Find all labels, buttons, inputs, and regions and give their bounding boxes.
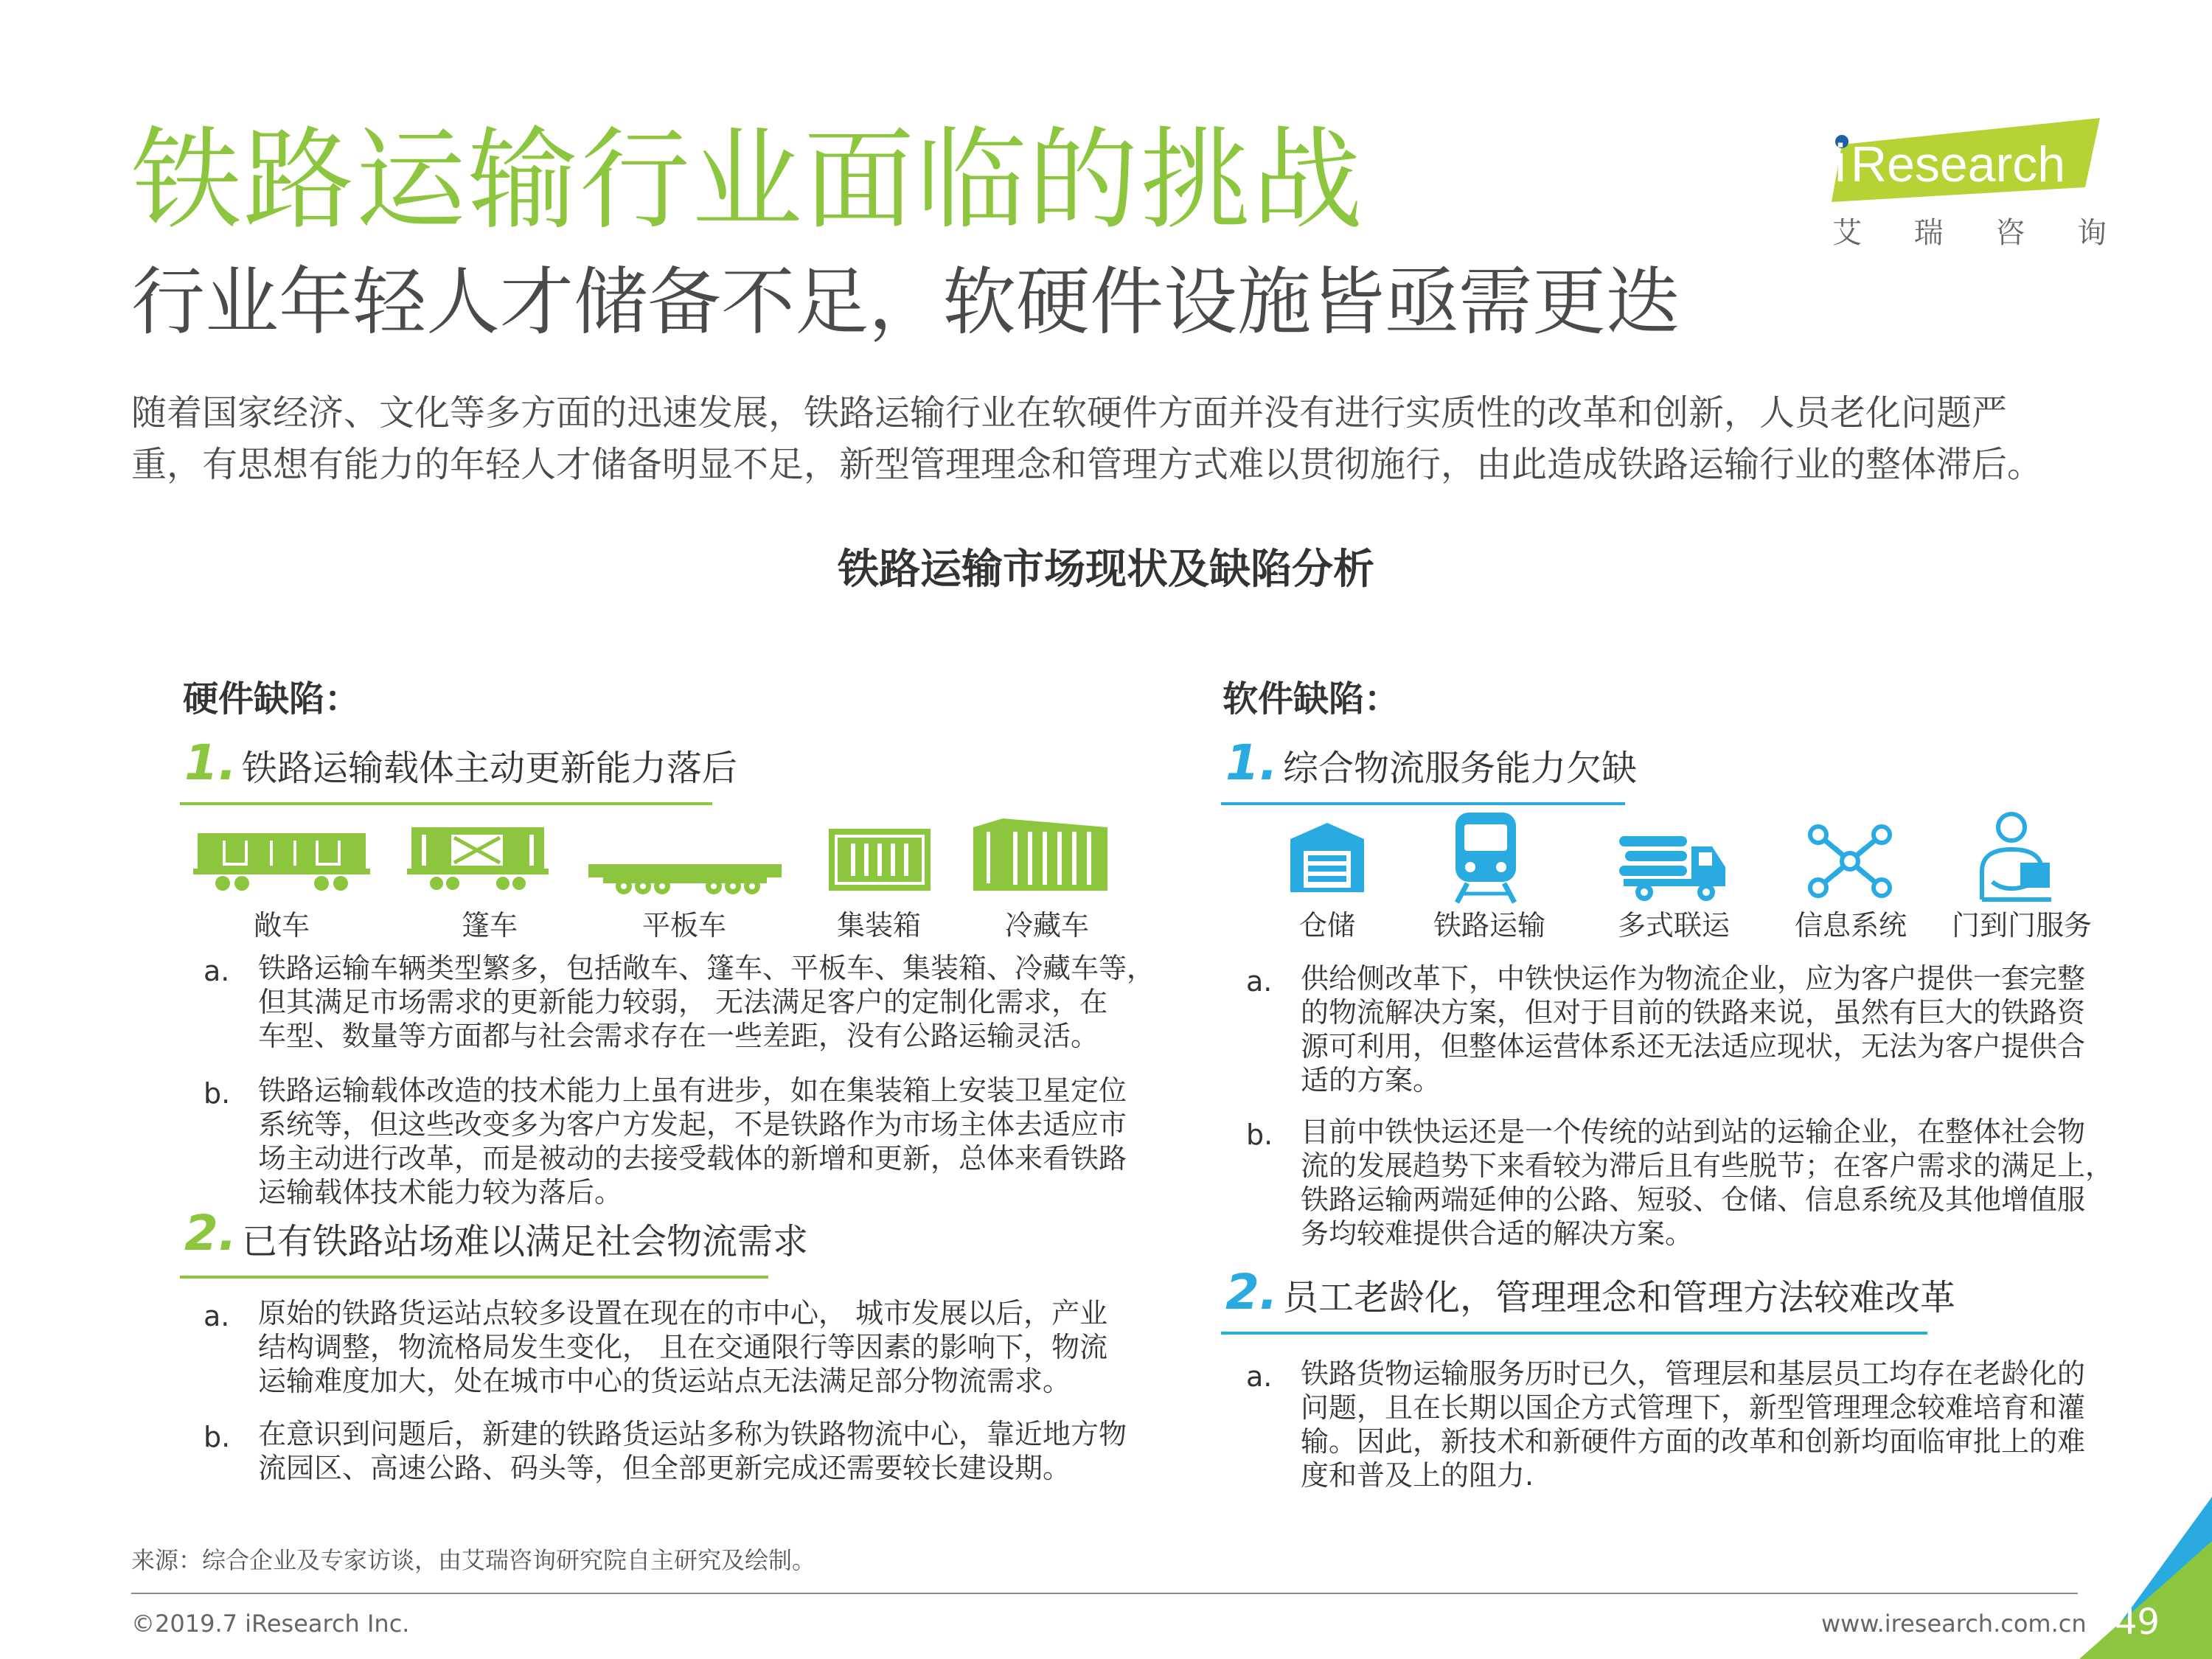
bullet-letter: a.	[1246, 1360, 1273, 1393]
train-icon	[1451, 813, 1520, 904]
logo-char: 咨	[1995, 216, 2025, 250]
covered-wagon-icon	[407, 824, 549, 892]
logo-char: 艾	[1832, 216, 1862, 250]
refrigerated-car-icon	[973, 817, 1107, 891]
website-link[interactable]: www.iresearch.com.cn	[1821, 1610, 2087, 1638]
hardware-item2-number: 2.	[184, 1205, 237, 1262]
bullet-text	[258, 1417, 1172, 1485]
bullet-letter: a.	[204, 955, 230, 987]
bullet-text	[258, 951, 1172, 1053]
bullet-letter: a.	[204, 1300, 230, 1332]
bullet-line: 源可利用，但整体运营体系还无法适应现状，无法为客户提供合	[1301, 1030, 2086, 1062]
icon-label: 集装箱	[836, 909, 921, 942]
logo-chinese	[1832, 218, 2107, 248]
hardware-item2-underline	[180, 1276, 768, 1279]
network-icon	[1806, 824, 1893, 898]
warehouse-icon	[1290, 823, 1364, 892]
bullet-line: 问题，且在长期以国企方式管理下，新型管理理念较难培育和灌	[1301, 1391, 2086, 1424]
icon-label: 敞车	[253, 909, 310, 942]
bullet-line: 但其满足市场需求的更新能力较弱， 无法满足客户的定制化需求，在	[258, 986, 1108, 1018]
bullet-line: 度和普及上的阻力.	[1301, 1459, 1534, 1492]
icon-label: 信息系统	[1794, 909, 1907, 942]
hardware-item1-underline	[180, 802, 712, 805]
bullet-text	[1301, 961, 2171, 1097]
section-title: 铁路运输市场现状及缺陷分析	[838, 546, 1374, 594]
icon-label: 多式联运	[1617, 909, 1730, 942]
hardware-item2-title: 已有铁路站场难以满足社会物流需求	[242, 1221, 809, 1262]
intro-text-line-1: 随着国家经济、文化等多方面的迅速发展，铁路运输行业在软硬件方面并没有进行实质性的改革和创新，人员老化问题严	[131, 392, 2008, 434]
bullet-line: 目前中铁快运还是一个传统的站到站的运输企业，在整体社会物	[1301, 1116, 2086, 1148]
copyright: ©2019.7 iResearch Inc.	[131, 1610, 410, 1638]
bullet-text	[258, 1074, 1172, 1209]
bullet-letter: b.	[1246, 1119, 1273, 1151]
iresearch-logo	[1827, 116, 2100, 205]
hardware-item1-title: 铁路运输载体主动更新能力落后	[242, 748, 738, 789]
bullet-text	[1301, 1357, 2171, 1492]
bullet-line: 原始的铁路货运站点较多设置在现在的市中心， 城市发展以后，产业	[258, 1297, 1108, 1329]
bullet-line: 供给侧改革下，中铁快运作为物流企业，应为客户提供一套完整	[1301, 962, 2086, 995]
bullet-letter: b.	[204, 1077, 231, 1110]
bullet-line: 在意识到问题后，新建的铁路货运站多称为铁路物流中心，靠近地方物	[258, 1418, 1127, 1450]
bullet-line: 运输载体技术能力较为落后。	[258, 1176, 623, 1208]
bullet-line: 铁路运输车辆类型繁多，包括敞车、篷车、平板车、集装箱、冷藏车等，	[258, 952, 1155, 984]
software-item1-underline	[1221, 802, 1625, 805]
intro-text-line-2: 重，有思想有能力的年轻人才储备明显不足，新型管理理念和管理方式难以贯彻施行，由此造成铁路运输行业的整体滞后。	[131, 444, 2043, 485]
bullet-letter: b.	[204, 1421, 231, 1453]
logo-char: 询	[2076, 216, 2107, 250]
software-item2-underline	[1221, 1332, 1927, 1335]
bullet-line: 运输难度加大，处在城市中心的货运站点无法满足部分物流需求。	[258, 1365, 1071, 1397]
software-item1-number: 1.	[1225, 734, 1278, 791]
page-number: 49	[2115, 1601, 2160, 1643]
delivery-person-icon	[1978, 811, 2057, 902]
bullet-line: 铁路运输两端延伸的公路、短驳、仓储、信息系统及其他增值服	[1301, 1183, 2086, 1216]
logo-char: 瑞	[1913, 216, 1944, 250]
bullet-letter: a.	[1246, 965, 1273, 998]
flatcar-icon	[588, 855, 782, 898]
page-title: 铁路运输行业面临的挑战	[131, 116, 1365, 245]
source-note: 来源：综合企业及专家访谈，由艾瑞咨询研究院自主研究及绘制。	[131, 1546, 816, 1574]
bullet-line: 流的发展趋势下来看较为滞后且有些脱节；在客户需求的满足上，	[1301, 1150, 2114, 1182]
logo-brand-i: i	[1834, 134, 1846, 193]
footer-divider	[131, 1593, 2078, 1594]
software-heading: 软件缺陷：	[1222, 678, 1400, 720]
icon-label: 篷车	[461, 909, 518, 942]
bullet-line: 务均较难提供合适的解决方案。	[1301, 1217, 1694, 1250]
bullet-line: 铁路运输载体改造的技术能力上虽有进步，如在集装箱上安装卫星定位	[258, 1074, 1127, 1107]
bullet-line: 输。因此，新技术和新硬件方面的改革和创新均面临审批上的难	[1301, 1425, 2086, 1458]
bullet-line: 场主动进行改革，而是被动的去接受载体的新增和更新，总体来看铁路	[258, 1142, 1127, 1175]
bullet-line: 铁路货物运输服务历时已久，管理层和基层员工均存在老龄化的	[1301, 1357, 2086, 1390]
software-item1-title: 综合物流服务能力欠缺	[1283, 748, 1638, 789]
icon-label: 冷藏车	[1004, 909, 1089, 942]
bullet-text	[258, 1296, 1172, 1398]
bullet-text	[1301, 1115, 2171, 1251]
boxcar-icon	[193, 824, 370, 892]
truck-icon	[1619, 832, 1725, 902]
bullet-line: 流园区、高速公路、码头等，但全部更新完成还需要较长建设期。	[258, 1452, 1071, 1484]
container-icon	[829, 829, 931, 891]
logo-brand-text: Research	[1851, 136, 2066, 192]
bullet-line: 的物流解决方案，但对于目前的铁路来说，虽然有巨大的铁路资	[1301, 996, 2086, 1029]
icon-label: 铁路运输	[1433, 909, 1545, 942]
hardware-heading: 硬件缺陷：	[183, 678, 361, 720]
hardware-item1-number: 1.	[184, 734, 237, 791]
software-item2-number: 2.	[1225, 1264, 1278, 1321]
bullet-line: 适的方案。	[1301, 1064, 1441, 1096]
icon-label: 门到门服务	[1951, 909, 2092, 942]
bullet-line: 结构调整，物流格局发生变化， 且在交通限行等因素的影响下，物流	[258, 1331, 1108, 1363]
bullet-line: 车型、数量等方面都与社会需求存在一些差距，没有公路运输灵活。	[258, 1020, 1099, 1052]
bullet-line: 系统等，但这些改变多为客户方发起，不是铁路作为市场主体去适应市	[258, 1108, 1127, 1141]
software-item2-title: 员工老龄化，管理理念和管理方法较难改革	[1283, 1277, 1956, 1318]
icon-label: 仓储	[1298, 909, 1355, 942]
page-subtitle: 行业年轻人才储备不足，软硬件设施皆亟需更迭	[131, 259, 1680, 345]
icon-label: 平板车	[641, 909, 726, 942]
